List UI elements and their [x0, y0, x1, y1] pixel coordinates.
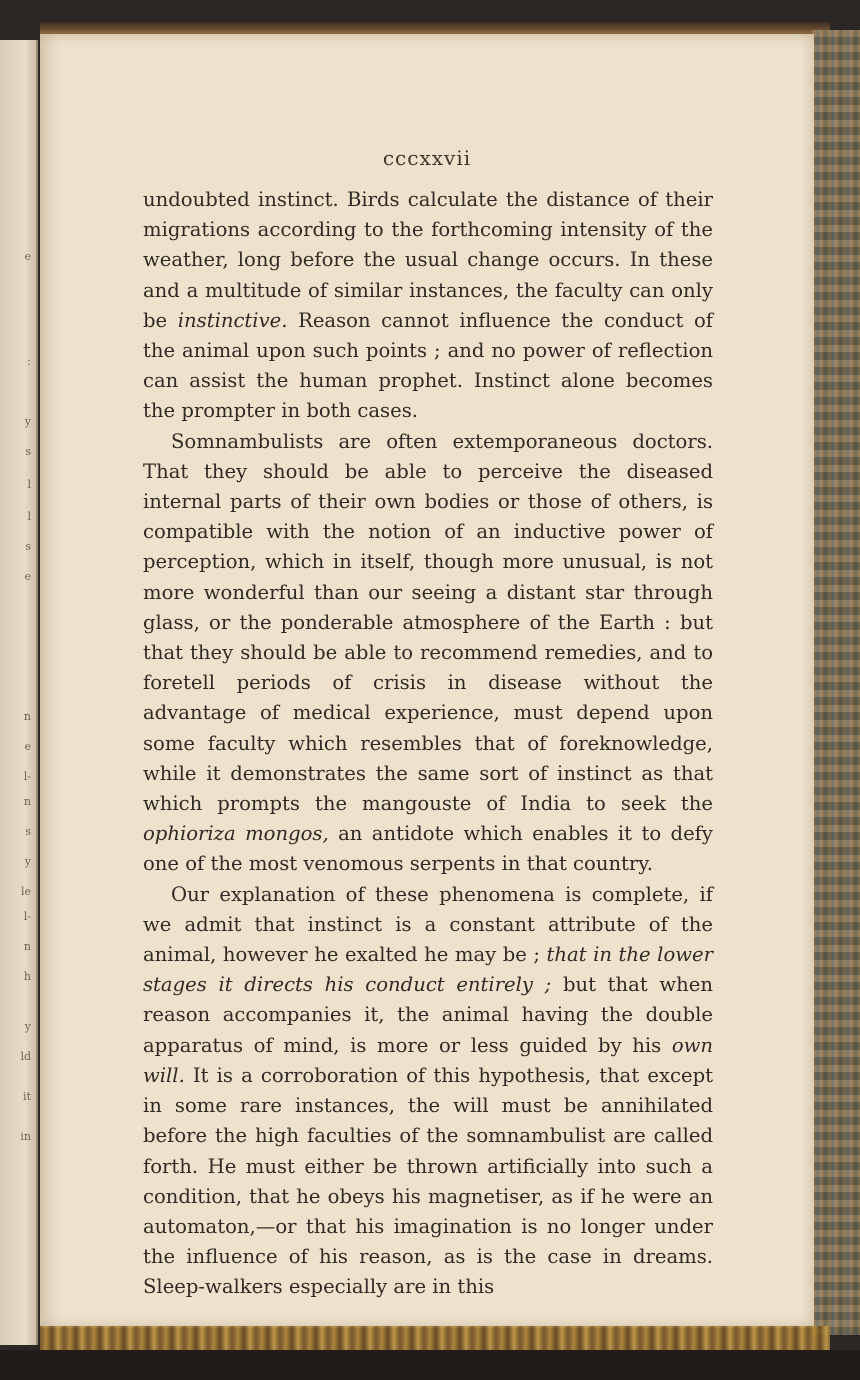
text-run: Somnambulists are often extemporaneous doctors. That they should be able to perceive the diseased internal parts of their own bodies or those of others, is compatible with the notion of an inductive power of perception, which in itself, though more unusual, is not more wonderful than our seeing a distant star through glass, or the ponderable atmosphere of the Earth : but that they should be able to recommend remedies, and to foretell periods of crisis in disease without the advantage of medical experience, must depend upon some faculty which resembles that of foreknowledge, while it demonstrates the same sort of instinct as that which prompts the mangouste of India to seek the	[143, 429, 713, 816]
margin-fragment: :	[27, 355, 31, 368]
book-fore-edge	[812, 30, 860, 1335]
paragraph-3	[143, 880, 713, 1303]
margin-fragment: y	[24, 1020, 31, 1033]
margin-fragment: l	[27, 478, 31, 491]
margin-fragment: h	[23, 970, 31, 983]
margin-fragment: l-	[23, 910, 31, 923]
margin-fragment: in	[20, 1130, 31, 1143]
margin-fragment: n	[23, 940, 31, 953]
italic-text: that in the lower stages it directs his conduct entirely ;	[143, 943, 713, 997]
margin-fragment: it	[23, 1090, 31, 1103]
text-run: Our explanation of these phenomena is complete, if we admit that instinct is a constant attribute of the animal, however he exalted he may be ;	[143, 882, 713, 967]
text-run: but that when reason accompanies it, the animal having the double apparatus of mind, is more or less guided by his	[143, 973, 713, 1057]
margin-fragment: e	[24, 570, 31, 583]
paragraph-2	[143, 427, 713, 880]
italic-text: own will.	[143, 1033, 713, 1087]
margin-fragment: s	[25, 445, 31, 458]
margin-fragment: y	[24, 855, 31, 868]
paragraph-1	[143, 185, 713, 427]
margin-fragment: e	[24, 250, 31, 263]
margin-fragment: y	[24, 415, 31, 428]
text-run: undoubted instinct. Birds calculate the distance of their migrations according to the forthcoming intensity of the weather, long before the usual change occurs. In these and a multitude of similar instances, the faculty can only be	[143, 188, 713, 332]
body-text	[143, 185, 713, 1303]
margin-fragment: l	[27, 510, 31, 523]
background-shadow	[0, 1350, 860, 1380]
margin-fragment: n	[23, 795, 31, 808]
italic-text: ophioriza mongos,	[143, 822, 329, 846]
page-number: cccxxvii	[382, 146, 472, 170]
italic-text: instinctive.	[177, 308, 288, 332]
facing-page-fragments	[0, 40, 34, 1340]
book-page	[40, 34, 814, 1328]
margin-fragment: ld	[20, 1050, 31, 1063]
margin-fragment: s	[25, 825, 31, 838]
margin-fragment: s	[25, 540, 31, 553]
margin-fragment: n	[23, 710, 31, 723]
text-run: Reason cannot influence the conduct of the animal upon such points ; and no power of reflection can assist the human prophet. Instinct alone becomes the prompter in both cases.	[143, 308, 714, 423]
text-run: an antidote which enables it to defy one of the most venomous serpents in that country.	[143, 822, 713, 876]
text-run: It is a corroboration of this hypothesis, that except in some rare instances, the will must be annihilated before the high faculties of the somnambulist are called forth. He must either be thrown artificially into such a condition, that he obeys his magnetiser, as if he were an automaton,—or that his imagination is no longer under the influence of his reason, as is the case in dreams. Sleep-walkers especially are in this	[143, 1063, 713, 1299]
margin-fragment: l-	[23, 770, 31, 783]
margin-fragment: le	[20, 885, 31, 898]
margin-fragment: e	[24, 740, 31, 753]
